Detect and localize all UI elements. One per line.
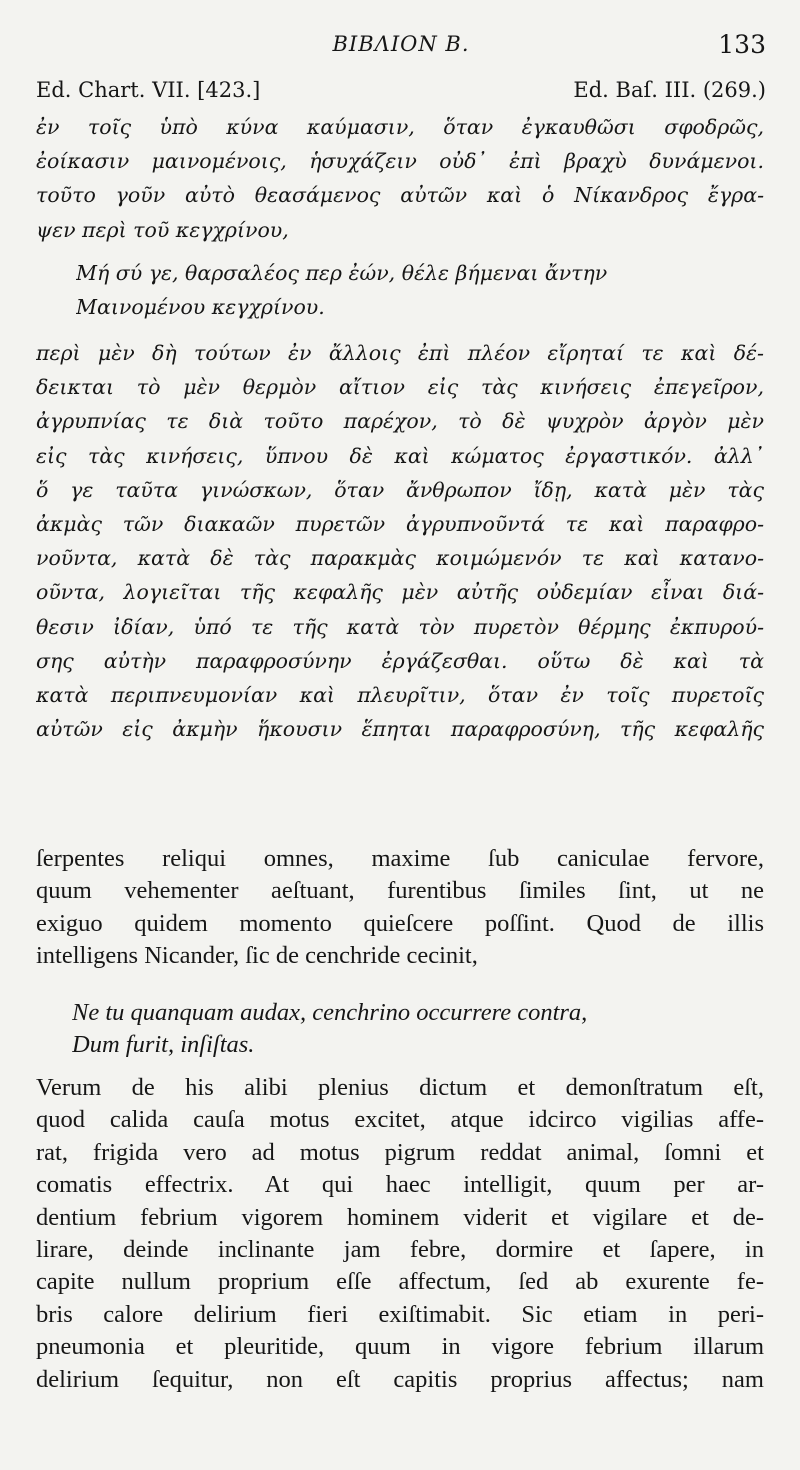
greek-line: σης αὐτὴν παραφροσύνην ἐργάζεσθαι. οὕτω δὲ καὶ τὰ: [36, 648, 764, 673]
latin-line: exiguo quidem momento quieſcere poſſint. Quod de illis: [36, 909, 764, 937]
latin-line: quum vehementer aeſtuant, furentibus ſimiles ſint, ut ne: [36, 877, 764, 905]
greek-line: αὐτῶν εἰς ἀκμὴν ἥκουσιν ἕπηται παραφροσύνη, τῆς κεφαλῆς: [36, 717, 764, 742]
greek-prose-main: [36, 336, 764, 746]
edition-references: [36, 78, 766, 108]
greek-verse-line: Μαινομένου κεγχρίνου.: [76, 295, 325, 320]
latin-line: quod calida cauſa motus excitet, atque idcirco vigilias affe-: [36, 1106, 764, 1134]
running-title: ΒΙΒΛΙΟΝ Β.: [332, 32, 470, 56]
latin-line: comatis effectrix. At qui haec intelligit, quum per ar-: [36, 1171, 764, 1199]
latin-line: delirium ſequitur, non eſt capitis proprius affectus; nam: [36, 1365, 764, 1393]
latin-verse-line: Ne tu quanquam audax, cenchrino occurrere contra,: [72, 999, 588, 1026]
greek-verse-quotation: [76, 256, 766, 324]
latin-line: intelligens Nicander, ſic de cenchride cecinit,: [36, 942, 478, 970]
edition-chart-reference: Ed. Chart. VII. [423.]: [36, 78, 261, 102]
greek-line: θεσιν ἰδίαν, ὑπό τε τῆς κατὰ τὸν πυρετὸν θέρμης ἐκπυρού-: [36, 614, 764, 639]
latin-line: lirare, deinde inclinante jam febre, dormire et ſapere, in: [36, 1235, 764, 1263]
latin-line: rat, frigida vero ad motus pigrum reddat animal, ſomni et: [36, 1138, 764, 1166]
greek-verse-line: Μή σύ γε, θαρσαλέος περ ἐών, θέλε βήμεναι ἄντην: [76, 261, 608, 285]
greek-line: ὅ γε ταῦτα γινώσκων, ὅταν ἄνθρωπον ἴδῃ, κατὰ μὲν τὰς: [36, 477, 764, 502]
latin-verse-quotation: [72, 997, 762, 1062]
greek-line: οῦντα, λογιεῖται τῆς κεφαλῆς μὲν αὐτῆς οὐδεμίαν εἶναι διά-: [36, 580, 764, 605]
latin-line: capite nullum proprium eſſe affectum, ſed ab exurente fe-: [36, 1268, 764, 1296]
running-head: [36, 30, 766, 60]
page-number: 133: [718, 30, 766, 59]
greek-line: τοῦτο γοῦν αὐτὸ θεασάμενος αὐτῶν καὶ ὁ Νίκανδρος ἔγρα-: [36, 183, 764, 208]
latin-line: Verum de his alibi plenius dictum et demonſtratum eſt,: [36, 1074, 764, 1101]
greek-line: περὶ μὲν δὴ τούτων ἐν ἄλλοις ἐπὶ πλέον εἴρηταί τε καὶ δέ-: [36, 341, 764, 365]
greek-line: κατὰ περιπνευμονίαν καὶ πλευρῖτιν, ὅταν ἐν τοῖς πυρετοῖς: [36, 682, 764, 707]
latin-line: dentium febrium vigorem hominem viderit et vigilare et de-: [36, 1203, 764, 1231]
latin-prose-main: [36, 1072, 764, 1396]
edition-basel-reference: Ed. Baſ. III. (269.): [573, 78, 766, 102]
latin-line: pneumonia et pleuritide, quum in vigore febrium illarum: [36, 1333, 764, 1361]
greek-line: ἐοίκασιν μαινομένοις, ἡσυχάζειν οὐδ᾽ ἐπὶ βραχὺ δυνάμενοι.: [36, 149, 764, 174]
greek-line: νοῦντα, κατὰ δὲ τὰς παρακμὰς κοιμώμενόν τε καὶ κατανο-: [36, 546, 764, 571]
greek-line: δεικται τὸ μὲν θερμὸν αἴτιον εἰς τὰς κινήσεις ἐπεγεῖρον,: [36, 375, 764, 400]
latin-line: ſerpentes reliqui omnes, maxime ſub caniculae fervore,: [36, 845, 764, 872]
greek-line: εἰς τὰς κινήσεις, ὕπνου δὲ καὶ κώματος ἐργαστικόν. ἀλλ᾽: [36, 443, 764, 468]
latin-verse-line: Dum furit, inſiſtas.: [72, 1031, 255, 1059]
latin-line: bris calore delirium fieri exiſtimabit. Sic etiam in peri-: [36, 1300, 764, 1328]
latin-prose-intro: [36, 843, 764, 973]
greek-line: ἀγρυπνίας τε διὰ τοῦτο παρέχον, τὸ δὲ ψυχρὸν ἀργὸν μὲν: [36, 409, 764, 434]
greek-line: ἐν τοῖς ὑπὸ κύνα καύμασιν, ὅταν ἐγκαυθῶσι σφοδρῶς,: [36, 115, 764, 139]
greek-line: ἀκμὰς τῶν διακαῶν πυρετῶν ἀγρυπνοῦντά τε καὶ παραφρο-: [36, 511, 764, 536]
greek-prose-intro: [36, 110, 764, 247]
greek-line: ψεν περὶ τοῦ κεγχρίνου,: [36, 217, 289, 242]
